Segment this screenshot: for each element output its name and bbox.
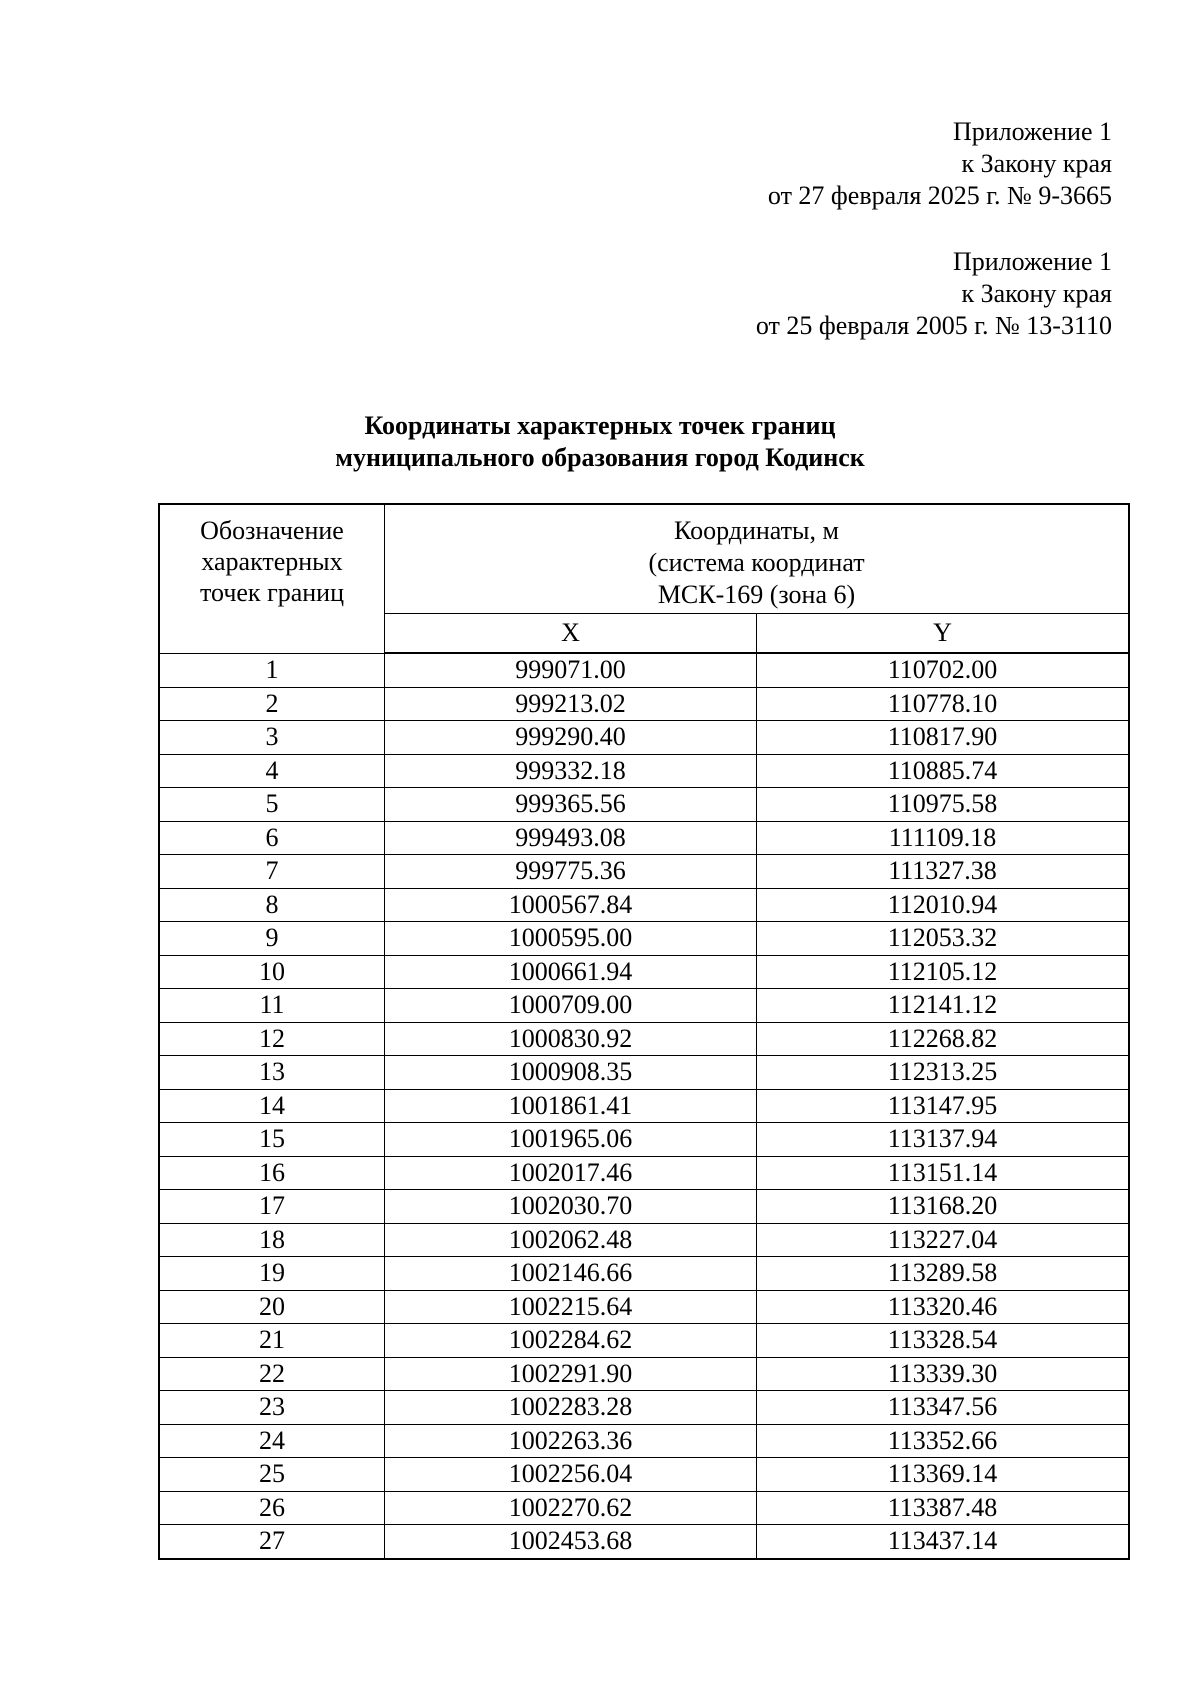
y-column-header: Y	[757, 614, 1129, 654]
table-row	[160, 821, 1129, 855]
x-coordinate-cell: 1000830.92	[385, 1022, 757, 1056]
point-number-cell: 13	[160, 1056, 385, 1090]
point-number-cell: 11	[160, 989, 385, 1023]
point-number-cell: 10	[160, 955, 385, 989]
table-row	[160, 1491, 1129, 1525]
point-number-cell: 21	[160, 1324, 385, 1358]
x-coordinate-cell: 1000595.00	[385, 922, 757, 956]
appendix-law-ref: к Закону края	[961, 149, 1112, 178]
coordinates-table-body	[160, 653, 1129, 1558]
point-number-cell: 8	[160, 888, 385, 922]
point-number-cell: 2	[160, 687, 385, 721]
x-coordinate-cell: 1002256.04	[385, 1458, 757, 1492]
y-coordinate-cell: 113369.14	[757, 1458, 1129, 1492]
appendix-number: Приложение 1	[952, 247, 1112, 276]
y-coordinate-cell: 113437.14	[757, 1525, 1129, 1559]
y-coordinate-cell: 110885.74	[757, 754, 1129, 788]
table-row	[160, 721, 1129, 755]
x-coordinate-cell: 1002270.62	[385, 1491, 757, 1525]
document-title	[0, 410, 1200, 474]
x-coordinate-cell: 1002284.62	[385, 1324, 757, 1358]
x-column-header: X	[385, 614, 757, 654]
coordinates-header-line: МСК-169 (зона 6)	[657, 580, 856, 609]
y-coordinate-cell: 113168.20	[757, 1190, 1129, 1224]
table-row	[160, 1257, 1129, 1291]
y-coordinate-cell: 113347.56	[757, 1391, 1129, 1425]
x-coordinate-cell: 1000661.94	[385, 955, 757, 989]
y-coordinate-cell: 112105.12	[757, 955, 1129, 989]
point-number-cell: 23	[160, 1391, 385, 1425]
table-row	[160, 1458, 1129, 1492]
point-number-cell: 20	[160, 1290, 385, 1324]
y-coordinate-cell: 113289.58	[757, 1257, 1129, 1291]
table-row	[160, 888, 1129, 922]
y-coordinate-cell: 110702.00	[757, 653, 1129, 687]
point-number-cell: 16	[160, 1156, 385, 1190]
y-coordinate-cell: 112268.82	[757, 1022, 1129, 1056]
appendix-header-current	[768, 116, 1112, 212]
appendix-law-ref: к Закону края	[961, 279, 1112, 308]
table-row	[160, 754, 1129, 788]
x-coordinate-cell: 1002030.70	[385, 1190, 757, 1224]
table-row	[160, 1089, 1129, 1123]
x-coordinate-cell: 999332.18	[385, 754, 757, 788]
table-row	[160, 653, 1129, 687]
y-coordinate-cell: 113387.48	[757, 1491, 1129, 1525]
table-row	[160, 1056, 1129, 1090]
x-coordinate-cell: 1002453.68	[385, 1525, 757, 1559]
point-number-cell: 4	[160, 754, 385, 788]
x-coordinate-cell: 1002062.48	[385, 1223, 757, 1257]
table-row	[160, 1290, 1129, 1324]
x-coordinate-cell: 1002215.64	[385, 1290, 757, 1324]
table-row	[160, 687, 1129, 721]
x-coordinate-cell: 999365.56	[385, 788, 757, 822]
point-number-cell: 17	[160, 1190, 385, 1224]
appendix-law-date: от 27 февраля 2025 г. № 9-3665	[767, 181, 1112, 210]
y-coordinate-cell: 113328.54	[757, 1324, 1129, 1358]
point-number-cell: 1	[160, 653, 385, 687]
table-row	[160, 1391, 1129, 1425]
point-number-cell: 15	[160, 1123, 385, 1157]
appendix-number: Приложение 1	[952, 117, 1112, 146]
point-label-header-line: точек границ	[199, 578, 345, 607]
table-row	[160, 1324, 1129, 1358]
y-coordinate-cell: 112141.12	[757, 989, 1129, 1023]
y-coordinate-cell: 112313.25	[757, 1056, 1129, 1090]
y-coordinate-cell: 113352.66	[757, 1424, 1129, 1458]
x-coordinate-cell: 1001861.41	[385, 1089, 757, 1123]
x-coordinate-cell: 1000709.00	[385, 989, 757, 1023]
y-coordinate-cell: 110817.90	[757, 721, 1129, 755]
x-coordinate-cell: 999290.40	[385, 721, 757, 755]
table-row	[160, 955, 1129, 989]
y-coordinate-cell: 110778.10	[757, 687, 1129, 721]
x-coordinate-cell: 999493.08	[385, 821, 757, 855]
point-number-cell: 3	[160, 721, 385, 755]
x-coordinate-cell: 1002283.28	[385, 1391, 757, 1425]
table-row	[160, 1123, 1129, 1157]
table-row	[160, 1357, 1129, 1391]
y-coordinate-cell: 113320.46	[757, 1290, 1129, 1324]
point-number-cell: 6	[160, 821, 385, 855]
table-row	[160, 989, 1129, 1023]
y-coordinate-cell: 112010.94	[757, 888, 1129, 922]
document-title-line-2: муниципального образования город Кодинск	[335, 443, 865, 472]
point-number-cell: 7	[160, 855, 385, 889]
point-number-cell: 19	[160, 1257, 385, 1291]
y-coordinate-cell: 112053.32	[757, 922, 1129, 956]
coordinates-header-line: (система координат	[648, 548, 865, 577]
y-coordinate-cell: 113227.04	[757, 1223, 1129, 1257]
table-row	[160, 1156, 1129, 1190]
y-coordinate-cell: 113151.14	[757, 1156, 1129, 1190]
point-number-cell: 14	[160, 1089, 385, 1123]
x-coordinate-cell: 999213.02	[385, 687, 757, 721]
x-coordinate-cell: 1002291.90	[385, 1357, 757, 1391]
coordinates-header	[385, 505, 1129, 614]
y-coordinate-cell: 110975.58	[757, 788, 1129, 822]
y-coordinate-cell: 113339.30	[757, 1357, 1129, 1391]
x-coordinate-cell: 1002263.36	[385, 1424, 757, 1458]
y-coordinate-cell: 113137.94	[757, 1123, 1129, 1157]
point-label-header	[160, 505, 385, 654]
document-title-line-1: Координаты характерных точек границ	[364, 411, 836, 440]
appendix-law-date: от 25 февраля 2005 г. № 13-3110	[755, 311, 1112, 340]
point-number-cell: 22	[160, 1357, 385, 1391]
x-coordinate-cell: 1001965.06	[385, 1123, 757, 1157]
x-coordinate-cell: 1000567.84	[385, 888, 757, 922]
point-number-cell: 18	[160, 1223, 385, 1257]
x-coordinate-cell: 999775.36	[385, 855, 757, 889]
point-label-header-line: Обозначение	[200, 516, 344, 545]
point-number-cell: 5	[160, 788, 385, 822]
y-coordinate-cell: 113147.95	[757, 1089, 1129, 1123]
table-row	[160, 1223, 1129, 1257]
point-number-cell: 26	[160, 1491, 385, 1525]
point-number-cell: 27	[160, 1525, 385, 1559]
point-number-cell: 12	[160, 1022, 385, 1056]
x-coordinate-cell: 999071.00	[385, 653, 757, 687]
table-row	[160, 1424, 1129, 1458]
table-row	[160, 1022, 1129, 1056]
table-row	[160, 1190, 1129, 1224]
x-coordinate-cell: 1002146.66	[385, 1257, 757, 1291]
table-row	[160, 922, 1129, 956]
table-row	[160, 1525, 1129, 1559]
appendix-header-original	[756, 246, 1112, 342]
x-coordinate-cell: 1002017.46	[385, 1156, 757, 1190]
coordinates-header-line: Координаты, м	[674, 516, 839, 545]
point-number-cell: 9	[160, 922, 385, 956]
coordinates-table	[159, 504, 1129, 1559]
x-coordinate-cell: 1000908.35	[385, 1056, 757, 1090]
point-number-cell: 25	[160, 1458, 385, 1492]
point-label-header-line: характерных	[201, 547, 343, 576]
point-number-cell: 24	[160, 1424, 385, 1458]
y-coordinate-cell: 111327.38	[757, 855, 1129, 889]
y-coordinate-cell: 111109.18	[757, 821, 1129, 855]
table-row	[160, 788, 1129, 822]
table-row	[160, 855, 1129, 889]
